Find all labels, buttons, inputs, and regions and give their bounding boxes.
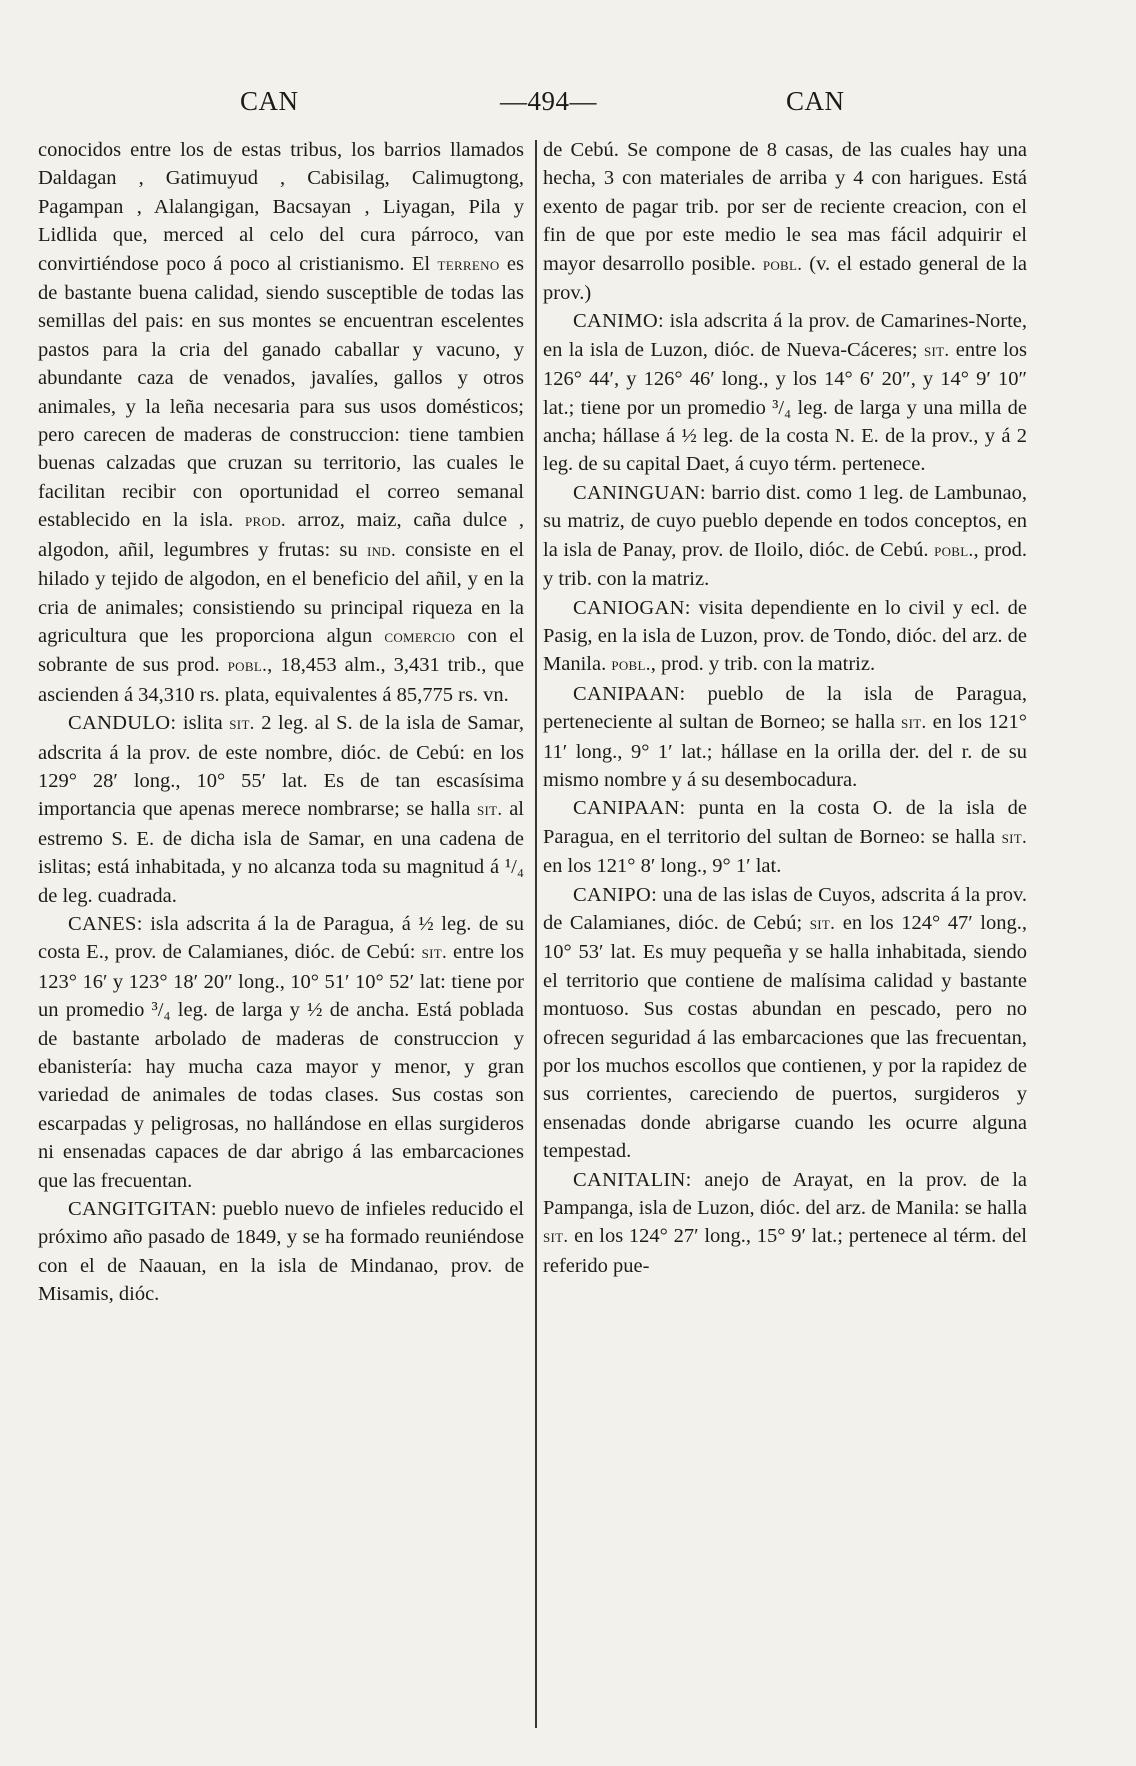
dictionary-entry xyxy=(543,680,1027,795)
entry-headword: CANDULO: xyxy=(68,712,177,735)
column-divider xyxy=(535,140,537,1728)
dictionary-entry xyxy=(38,709,524,910)
page-number: —494— xyxy=(500,86,597,116)
entry-text: isla adscrita á la prov. de Camarines-Norte, en la isla de Luzon, dióc. de Nueva-Cáceres; xyxy=(543,310,1027,361)
entry-text: pueblo de la isla de Paragua, perteneciente al sultan de Borneo; se halla xyxy=(543,682,1027,734)
entry-headword: CANINGUAN: xyxy=(573,481,706,504)
abbreviation: ind. xyxy=(366,539,396,561)
entry-headword: CANITALIN: xyxy=(573,1168,692,1191)
abbreviation: pobl. xyxy=(611,654,651,676)
page-header xyxy=(0,86,1136,126)
entry-headword: CANIPAAN: xyxy=(573,797,686,820)
entry-headword: CANGITGITAN: xyxy=(68,1198,217,1221)
dictionary-entry xyxy=(543,136,1027,307)
entry-headword: CANIOGAN: xyxy=(573,596,691,619)
entry-text: en los 124° 27′ long., 15° 9′ lat.; pertenece al térm. del referido pue- xyxy=(543,1225,1027,1277)
entry-text: una de las islas de Cuyos, adscrita á la prov. de Calamianes, dióc. de Cebú; xyxy=(543,883,1027,934)
dictionary-entry xyxy=(38,136,524,709)
dictionary-entry xyxy=(543,881,1027,1166)
entry-text: , prod. y trib. con la matriz. xyxy=(543,538,1027,591)
abbreviation: sit. xyxy=(229,713,255,735)
entry-text: isla adscrita á la de Paragua, á ½ leg. de su costa E., prov. de Calamianes, dióc. de Cebú: xyxy=(38,912,524,964)
abbreviation: pobl. xyxy=(934,539,974,561)
entry-headword: CANIMO: xyxy=(573,310,664,333)
abbreviation: sit. xyxy=(809,912,836,934)
entry-text: en los 121° 8′ long., 9° 1′ lat. xyxy=(543,855,782,878)
entry-text: de Cebú. Se compone de 8 casas, de las cuales hay una hecha, 3 con materiales de arriba y 4 con harigues. Está exento de pagar trib. por ser de reciente creacion, con el fin de que por este medio le sea mas fácil adquirir el mayor desarrollo posible. xyxy=(543,139,1027,275)
entry-text: es de bastante buena calidad, siendo susceptible de todas las semillas del pais: en sus montes se encuentran escelentes pastos para la cria del ganado caballar y vacuno, y abundante caza de venados, javalíes, gallos y otros animales, y la leña necesaria para sus usos domésticos; pero carecen de maderas de construccion: tiene tambien buenas calzadas que cruzan su territorio, las cuales le facilitan recibir con oportunidad el correo semanal establecido en la isla. xyxy=(38,252,524,532)
entry-text: conocidos entre los de estas tribus, los barrios llamados Daldagan , Gatimuyud , Cabisilag, Calimugtong, Pagampan , Alalangigan, Bacsayan , Liyagan, Pila y Lidlida que, merced al celo del cura párroco, van convirtiéndose poco á poco al cristianismo. El xyxy=(38,139,524,275)
right-column xyxy=(543,136,1027,1280)
entry-text: visita dependiente en lo civil y ecl. de Pasig, en la isla de Luzon, prov. de Tondo, dióc. del arz. de Manila. xyxy=(543,596,1027,676)
entry-text: entre los 126° 44′, y 126° 46′ long., y los 14° 6′ 20″, y 14° 9′ 10″ lat.; tiene por un promedio ³/₄ leg. de larga y una milla de ancha; hállase á ½ leg. de la costa N. E. de la prov., y á 2 leg. de su capital Daet, á cuyo térm. pertenece. xyxy=(543,338,1027,476)
entry-text: con el sobrante de sus prod. xyxy=(38,624,525,677)
dictionary-entry xyxy=(38,1195,524,1309)
entry-headword: CANES: xyxy=(68,912,143,935)
entry-headword: CANIPO: xyxy=(573,883,658,906)
entry-text: al estremo S. E. de dicha isla de Samar, en una cadena de islitas; está inhabitada, y no alcanza toda su magnitud á ¹/₄ de leg. cuadrada. xyxy=(38,798,524,907)
abbreviation: terreno xyxy=(437,253,500,275)
abbreviation: sit. xyxy=(477,799,503,821)
entry-headword: CANIPAAN: xyxy=(573,682,686,705)
entry-text: islita xyxy=(176,712,230,735)
entry-text: 2 leg. al S. de la isla de Samar, adscrita á la prov. de este nombre, dióc. de Cebú: en los 129° 28′ long., 10° 55′ lat. Es de tan escasísima importancia que apenas merece nombrarse; se halla xyxy=(38,712,524,821)
abbreviation: prod. xyxy=(245,510,286,532)
entry-text: barrio dist. como 1 leg. de Lambunao, su matriz, de cuyo pueblo depende en todos conceptos, en la isla de Panay, prov. de Iloilo, dióc. de Cebú. xyxy=(543,481,1027,561)
entry-text: , prod. y trib. con la matriz. xyxy=(650,653,876,676)
entry-text: en los 121° 11′ long., 9° 1′ lat.; hállase en la orilla der. del r. de su mismo nombre y á su desembocadura. xyxy=(543,711,1027,791)
entry-text: entre los 123° 16′ y 123° 18′ 20″ long., 10° 51′ 10° 52′ lat: tiene por un promedio ³/₄ leg. de larga y ½ de ancha. Está poblada de bastante arbolado de maderas de construccion y ebanistería: hay mucha caza mayor y menor, y gran variedad de animales de todas clases. Sus costas son escarpadas y peligrosas, no hallándose en ellas surgideros ni ensenadas capaces de dar abrigo á las embarcaciones que las frecuentan. xyxy=(38,941,524,1192)
entry-text: pueblo nuevo de infieles reducido el próximo año pasado de 1849, y se ha formado reuniéndose con el de Naauan, en la isla de Mindanao, prov. de Misamis, dióc. xyxy=(38,1198,524,1306)
abbreviation: pobl. xyxy=(227,655,268,677)
left-column xyxy=(38,136,524,1309)
entry-text: (v. el estado general de la prov.) xyxy=(543,252,1028,305)
running-head-left: CAN xyxy=(240,86,299,116)
dictionary-entry xyxy=(543,479,1027,594)
abbreviation: sit. xyxy=(1001,826,1027,848)
dictionary-entry xyxy=(543,1166,1027,1281)
entry-text: consiste en el hilado y tejido de algodon, en el beneficio del añil, y en la cria de animales; consistiendo su principal riqueza en la agricultura que les proporciona algun xyxy=(38,538,524,647)
entry-text: , 18,453 alm., 3,431 trib., que ascienden á 34,310 rs. plata, equivalentes á 85,775 rs. vn. xyxy=(38,654,524,706)
abbreviation: comercio xyxy=(384,625,456,647)
entry-text: arroz, maiz, caña dulce , algodon, añil, legumbres y frutas: su xyxy=(38,509,524,561)
dictionary-entry xyxy=(543,594,1027,680)
entry-text: en los 124° 47′ long., 10° 53′ lat. Es muy pequeña y se halla inhabitada, siendo el territorio que contiene de malísima calidad y bastante montuoso. Sus costas abundan en pescado, pero no ofrecen seguridad á las embarcaciones que las frecuentan, por los muchos escollos que contienen, y por la rapidez de sus corrientes, careciendo de puertos, surgideros y ensenadas donde abrigarse cuando les ocurre alguna tempestad. xyxy=(543,911,1028,1163)
abbreviation: sit. xyxy=(923,339,950,361)
abbreviation: sit. xyxy=(543,1226,569,1248)
dictionary-entry xyxy=(543,307,1027,478)
abbreviation: pobl. xyxy=(762,253,803,275)
dictionary-entry xyxy=(38,910,524,1195)
dictionary-entry xyxy=(543,794,1027,880)
running-head-right: CAN xyxy=(786,86,845,116)
abbreviation: sit. xyxy=(901,712,927,734)
entry-text: anejo de Arayat, en la prov. de la Pampanga, isla de Luzon, dióc. del arz. de Manila: se halla xyxy=(543,1168,1027,1220)
entry-text: punta en la costa O. de la isla de Paragua, en el territorio del sultan de Borneo: se halla xyxy=(543,797,1027,848)
abbreviation: sit. xyxy=(421,942,447,964)
